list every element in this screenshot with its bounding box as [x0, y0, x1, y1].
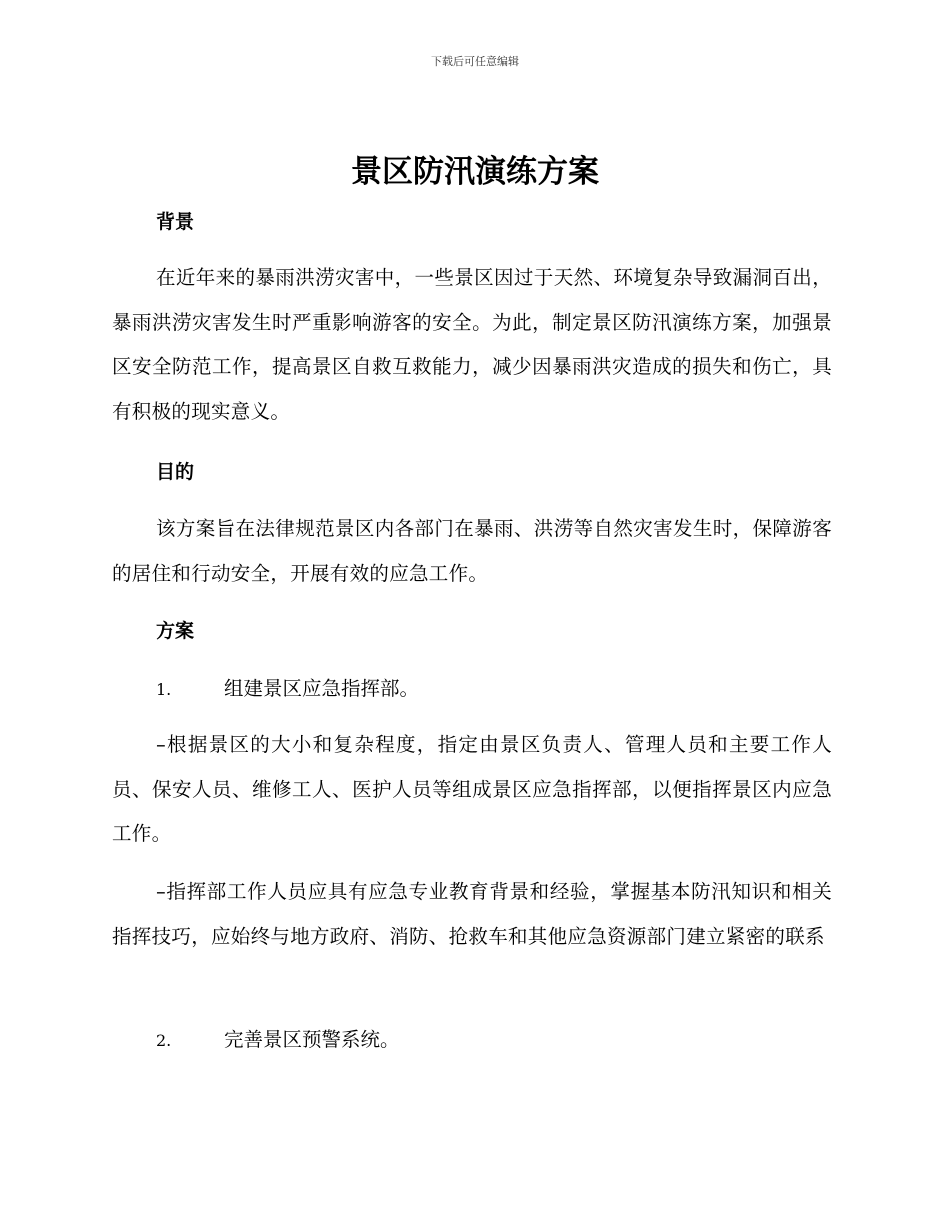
document-title: 景区防汛演练方案 [351, 154, 599, 190]
plan-item-2-number: 2. [156, 1031, 172, 1050]
background-paragraph: 在近年来的暴雨洪涝灾害中，一些景区因过于天然、环境复杂导致漏洞百出，暴雨洪涝灾害发生时严重影响游客的安全。为此，制定景区防汛演练方案，加强景区安全防范工作，提高景区自救互救能力，减少因暴雨洪灾造成的损失和伤亡，具有积极的现实意义。 [112, 266, 832, 423]
section-heading-purpose: 目的 [156, 461, 195, 483]
section-heading-background: 背景 [156, 211, 195, 233]
plan-item-1-point-1: –根据景区的大小和复杂程度，指定由景区负责人、管理人员和主要工作人员、保安人员、维修工人、医护人员等组成景区应急指挥部，以便指挥景区内应急工作。 [112, 733, 832, 845]
section-heading-plan: 方案 [156, 620, 195, 642]
plan-item-1-number: 1. [156, 680, 172, 699]
purpose-paragraph: 该方案旨在法律规范景区内各部门在暴雨、洪涝等自然灾害发生时，保障游客的居住和行动安全，开展有效的应急工作。 [112, 517, 832, 585]
header-note: 下载后可任意编辑 [431, 55, 519, 68]
plan-item-2 [156, 1025, 832, 1056]
plan-item-1-point-2: –指挥部工作人员应具有应急专业教育背景和经验，掌握基本防汛知识和相关指挥技巧，应始终与地方政府、消防、抢救车和其他应急资源部门建立紧密的联系 [112, 880, 832, 948]
plan-item-1 [156, 674, 832, 705]
plan-item-2-title: 完善景区预警系统。 [224, 1028, 400, 1051]
plan-item-1-title: 组建景区应急指挥部。 [224, 677, 420, 700]
